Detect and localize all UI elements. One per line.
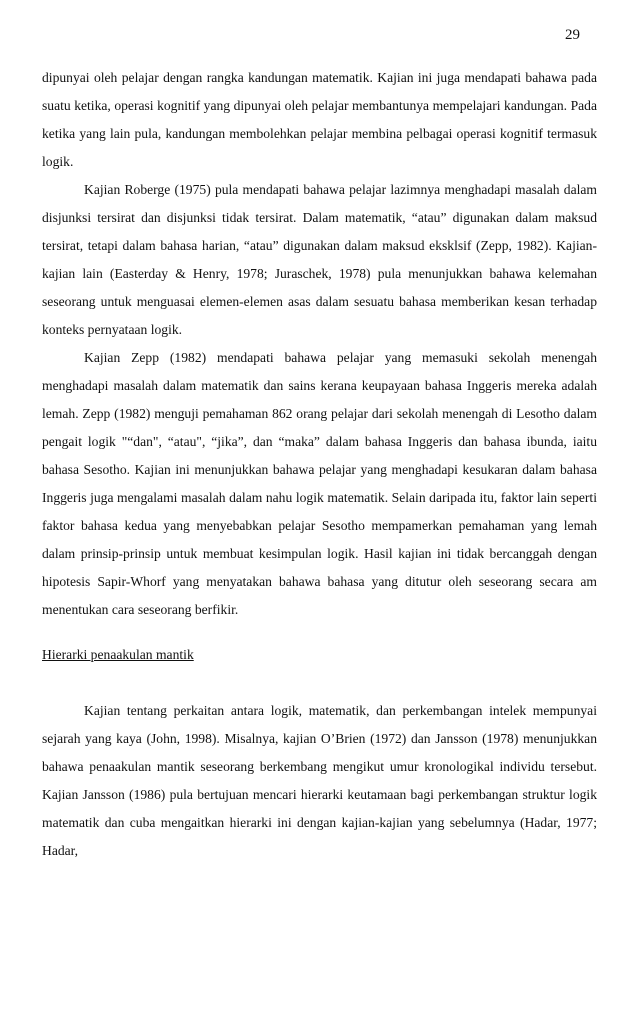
section-heading: Hierarki penaakulan mantik xyxy=(42,647,194,662)
section-body-2 xyxy=(42,697,597,865)
page-number: 29 xyxy=(565,27,580,43)
paragraph: Kajian Roberge (1975) pula mendapati bahawa pelajar lazimnya menghadapi masalah dalam disjunksi tersirat dan disjunksi tidak tersirat. Dalam matematik, “atau” digunakan dalam maksud tersirat, tetapi dalam bahasa harian, “atau” digunakan dalam maksud eksklsif (Zepp, 1982). Kajian-kajian lain (Easterday & Henry, 1978; Juraschek, 1978) pula menunjukkan bahawa kelemahan seseorang untuk menguasai elemen-elemen asas dalam sesuatu bahasa memberikan kesan terhadap konteks pernyataan logik. xyxy=(42,182,597,337)
paragraph: Kajian tentang perkaitan antara logik, matematik, dan perkembangan intelek mempunyai sejarah yang kaya (John, 1998). Misalnya, kajian O’Brien (1972) dan Jansson (1978) menunjukkan bahawa penaakulan mantik seseorang berkembang mengikut umur kronologikal individu tersebut. Kajian Jansson (1986) pula bertujuan mencari hierarki keutamaan bagi perkembangan struktur logik matematik dan cuba mengaitkan hierarki ini dengan kajian-kajian yang sebelumnya (Hadar, 1977; Hadar, xyxy=(42,703,597,858)
paragraph: Kajian Zepp (1982) mendapati bahawa pelajar yang memasuki sekolah menengah menghadapi masalah dalam matematik dan sains kerana keupayaan bahasa Inggeris mereka adalah lemah. Zepp (1982) menguji pemahaman 862 orang pelajar dari sekolah menengah di Lesotho dalam pengait logik "“dan", “atau", “jika”, dan “maka” dalam bahasa Inggeris dan bahasa ibunda, iaitu bahasa Sesotho. Kajian ini menunjukkan bahawa pelajar yang menghadapi kesukaran dalam bahasa Inggeris juga mengalami masalah dalam nahu logik matematik. Selain daripada itu, faktor lain seperti faktor bahasa kedua yang menyebabkan pelajar Sesotho mempamerkan pemahaman yang lemah dalam prinsip-prinsip untuk membuat kesimpulan logik. Hasil kajian ini tidak bercanggah dengan hipotesis Sapir-Whorf yang menyatakan bahawa bahasa yang ditutur oleh seseorang secara am menentukan cara seseorang berfikir. xyxy=(42,350,597,617)
paragraph: dipunyai oleh pelajar dengan rangka kandungan matematik. Kajian ini juga mendapati bahawa pada suatu ketika, operasi kognitif yang dipunyai oleh pelajar membantunya mempelajari kandungan. Pada ketika yang lain pula, kandungan membolehkan pelajar membina pelbagai operasi kognitif termasuk logik. xyxy=(42,70,597,169)
section-body-1 xyxy=(42,64,597,624)
